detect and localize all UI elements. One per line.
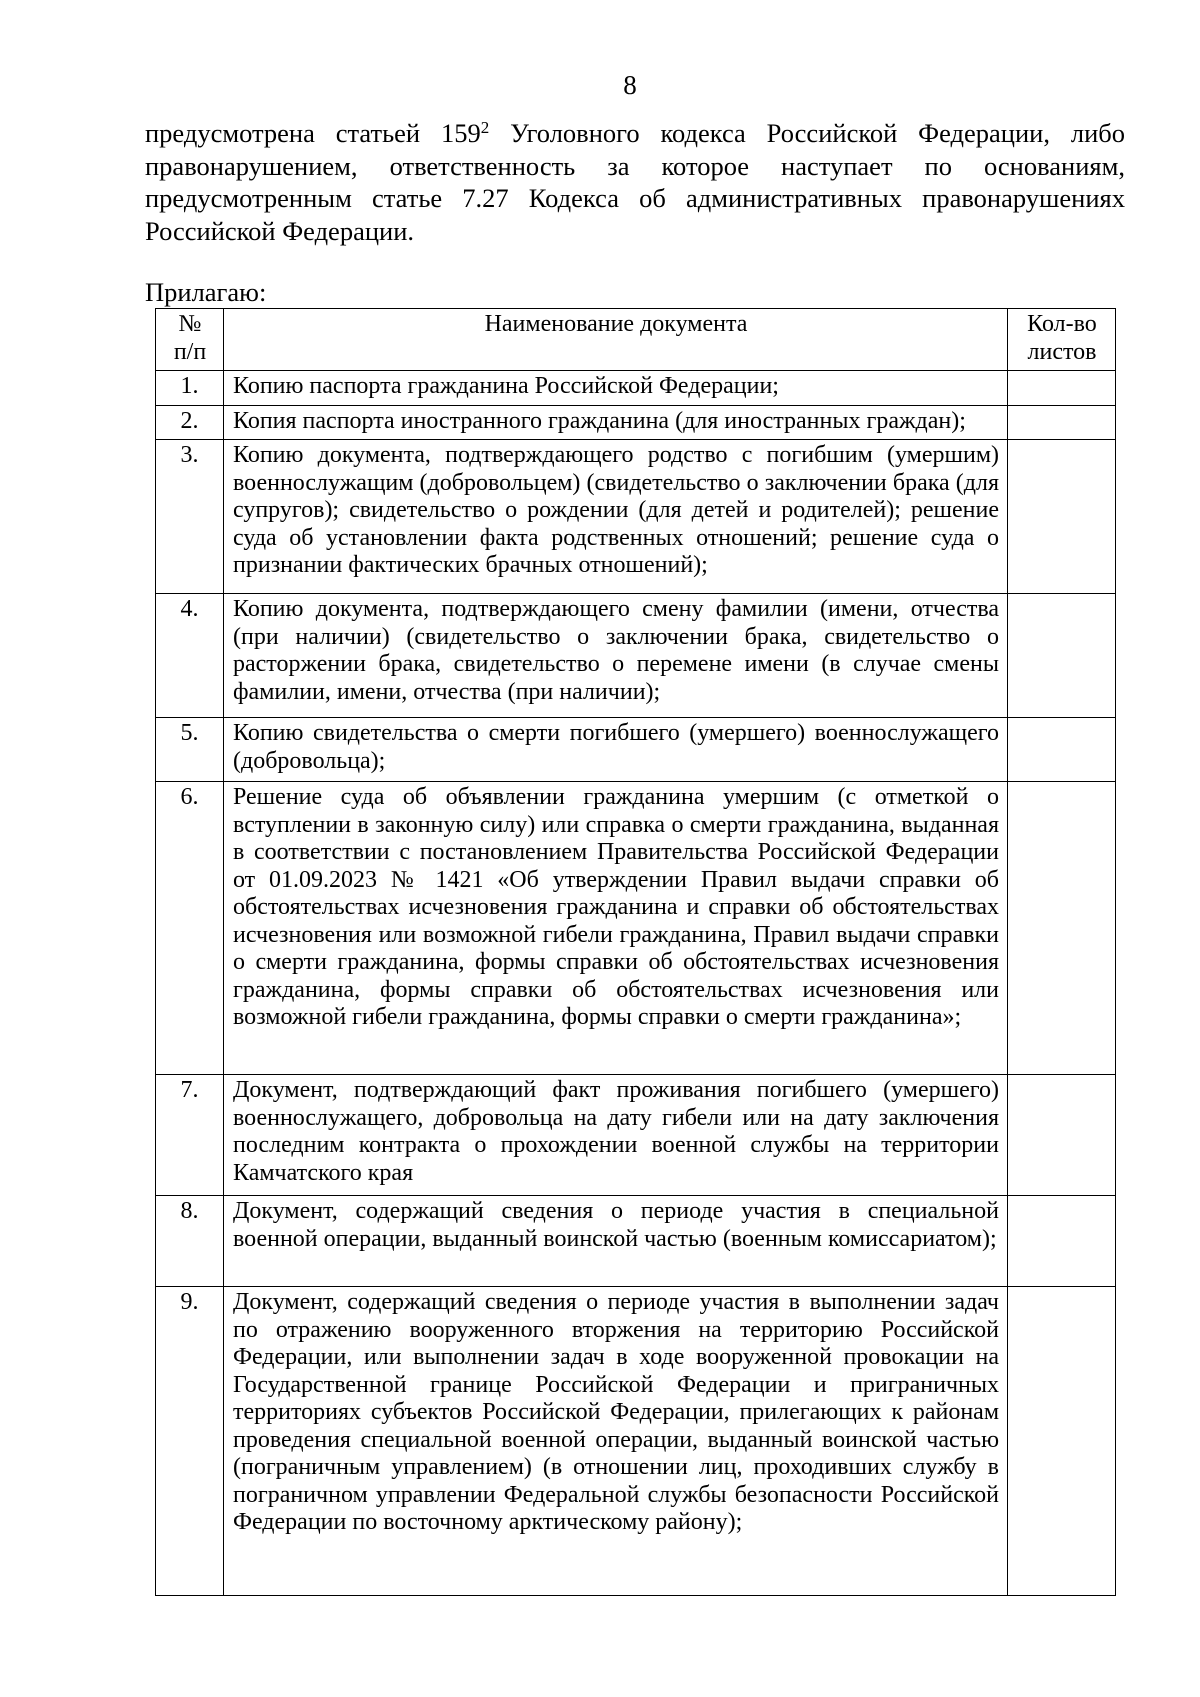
header-number-line2: п/п (173, 338, 207, 365)
header-sheets-line1: Кол-во (1027, 311, 1097, 337)
attachments-table (155, 308, 1116, 1596)
row-sheets (1008, 1075, 1116, 1196)
row-sheets (1008, 718, 1116, 782)
row-number: 4. (156, 594, 224, 718)
table-row (156, 594, 1116, 718)
row-sheets (1008, 594, 1116, 718)
row-number: 5. (156, 718, 224, 782)
table-row (156, 371, 1116, 406)
intro-text-start: предусмотрена статьей 159 (145, 118, 481, 148)
row-number: 1. (156, 371, 224, 406)
header-document-name: Наименование документа (224, 309, 1008, 371)
article-superscript: 2 (480, 118, 490, 137)
row-document: Копию документа, подтверждающего смену фамилии (имени, отчества (при наличии) (свидетельство о заключении брака, свидетельство о расторжении брака, свидетельство о перемене имени (в случае смены фамилии, имени, отчества (при наличии); (224, 594, 1008, 718)
row-sheets (1008, 1287, 1116, 1596)
intro-text-rest: Уголовного кодекса Российской Федерации, либо правонарушением, ответственность за которое наступает по основаниям, предусмотренным статье 7.27 Кодекса об административных правонарушениях Российской Федерации. (145, 118, 1125, 246)
row-document: Документ, подтверждающий факт проживания погибшего (умершего) военнослужащего, добровольца на дату гибели или на дату заключения последним контракта о прохождении военной службы на территории Камчатского края (224, 1075, 1008, 1196)
intro-paragraph (145, 117, 1125, 247)
row-number: 8. (156, 1196, 224, 1287)
row-document: Документ, содержащий сведения о периоде участия в выполнении задач по отражению вооруженного вторжения на территорию Российской Федерации, или выполнении задач в ходе вооруженной провокации на Государственной границе Российской Федерации и приграничных территориях субъектов Российской Федерации, прилегающих к районам проведения специальной военной операции, выданный воинской частью (пограничным управлением) (в отношении лиц, проходивших службу в пограничном управлении Федеральной службы безопасности Российской Федерации по восточному арктическому району); (224, 1287, 1008, 1596)
header-number-line1: № (178, 311, 202, 337)
row-number: 9. (156, 1287, 224, 1596)
table-row (156, 1196, 1116, 1287)
row-document: Копию свидетельства о смерти погибшего (умершего) военнослужащего (добровольца); (224, 718, 1008, 782)
row-number: 2. (156, 405, 224, 440)
table-row (156, 718, 1116, 782)
header-sheets-line2: листов (1027, 338, 1097, 365)
header-number (156, 309, 224, 371)
page-number: 8 (623, 70, 637, 100)
table-row (156, 440, 1116, 594)
row-number: 3. (156, 440, 224, 594)
header-sheets (1008, 309, 1116, 371)
table-row (156, 782, 1116, 1075)
row-document: Копию паспорта гражданина Российской Федерации; (224, 371, 1008, 406)
row-sheets (1008, 371, 1116, 406)
table-header-row (156, 309, 1116, 371)
table-row (156, 1075, 1116, 1196)
table-row (156, 1287, 1116, 1596)
row-sheets (1008, 405, 1116, 440)
row-number: 7. (156, 1075, 224, 1196)
row-number: 6. (156, 782, 224, 1075)
row-document: Решение суда об объявлении гражданина умершим (с отметкой о вступлении в законную силу) или справка о смерти гражданина, выданная в соответствии с постановлением Правительства Российской Федерации от 01.09.2023 № 1421 «Об утверждении Правил выдачи справки об обстоятельствах исчезновения гражданина и справки об обстоятельствах исчезновения или возможной гибели гражданина, Правил выдачи справки о смерти гражданина, формы справки об обстоятельствах исчезновения гражданина, формы справки об обстоятельствах исчезновения или возможной гибели гражданина, формы справки о смерти гражданина»; (224, 782, 1008, 1075)
row-document: Копию документа, подтверждающего родство с погибшим (умершим) военнослужащим (добровольцем) (свидетельство о заключении брака (для супругов); свидетельство о рождении (для детей и родителей); решение суда об установлении факта родственных отношений; решение суда о признании фактических брачных отношений); (224, 440, 1008, 594)
row-sheets (1008, 1196, 1116, 1287)
row-sheets (1008, 782, 1116, 1075)
row-sheets (1008, 440, 1116, 594)
row-document: Документ, содержащий сведения о периоде участия в специальной военной операции, выданный воинской частью (военным комиссариатом); (224, 1196, 1008, 1287)
attachments-label: Прилагаю: (145, 277, 267, 307)
table-row (156, 405, 1116, 440)
row-document: Копия паспорта иностранного гражданина (для иностранных граждан); (224, 405, 1008, 440)
